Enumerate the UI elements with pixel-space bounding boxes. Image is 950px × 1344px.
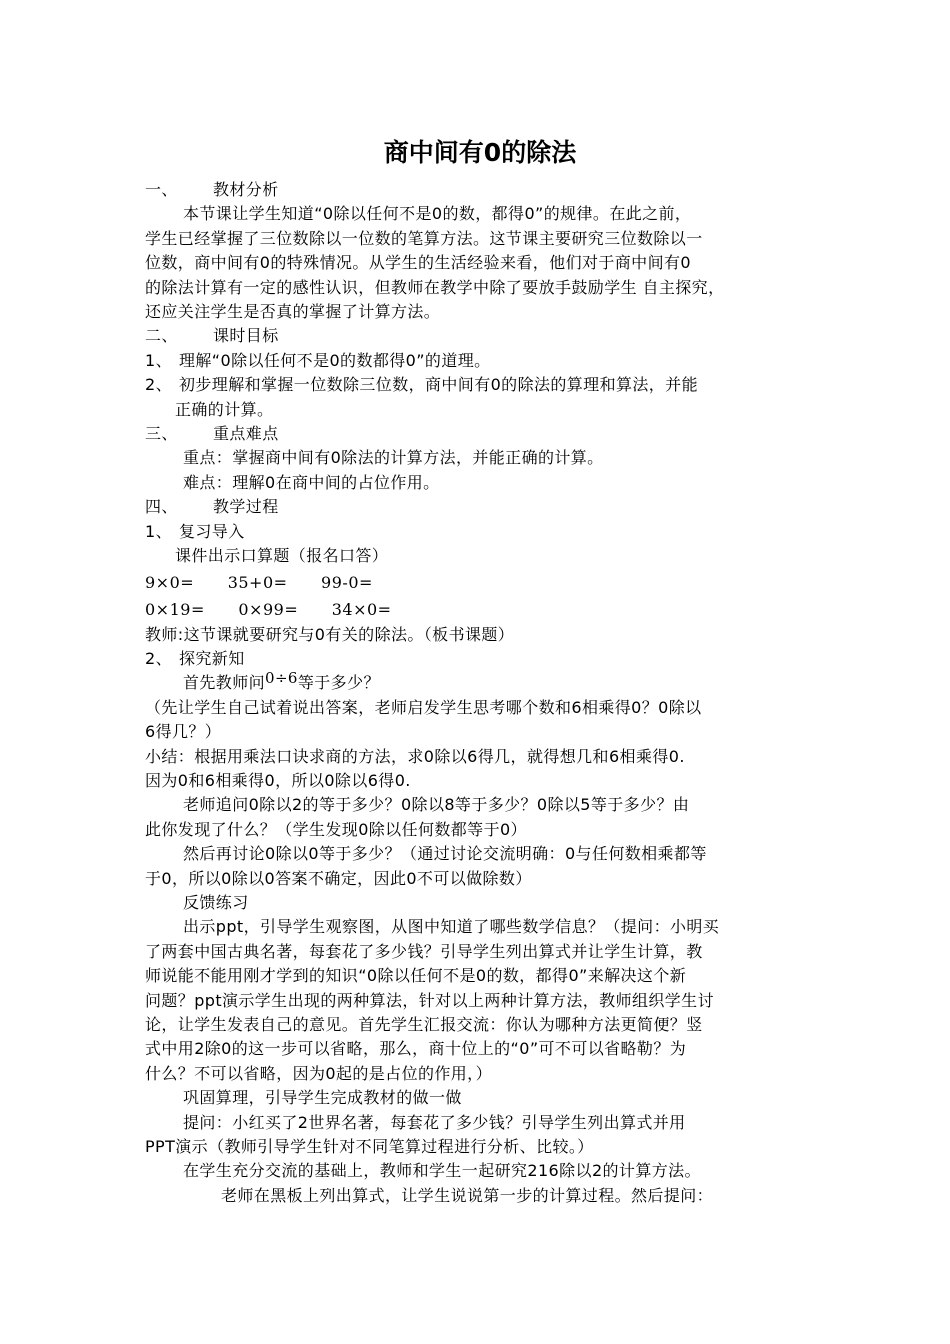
question-prefix: 首先教师问 <box>183 673 266 693</box>
item-number: 1、 <box>145 350 172 370</box>
paragraph-line: 在学生充分交流的基础上，教师和学生一起研究216除以2的计算方法。 <box>183 1161 701 1181</box>
paragraph-line: 什么？不可以省略，因为0起的是占位的作用，） <box>145 1063 492 1083</box>
section-number: 二、 <box>145 326 178 346</box>
paragraph-line: 老师追问0除以2的等于多少？0除以8等于多少？0除以5等于多少？由 <box>183 795 690 815</box>
key-point: 重点：掌握商中间有0除法的计算方法，并能正确的计算。 <box>183 448 604 468</box>
section-heading-analysis <box>145 178 815 202</box>
courseware-line: 课件出示口算题（报名口答） <box>175 546 389 566</box>
item-number: 2、 <box>145 648 172 668</box>
math-row: 0×19= 0×99= 34×0= <box>145 599 392 619</box>
paragraph-line: 了两套中国古典名著，每套花了多少钱？引导学生列出算式并让学生计算，教 <box>145 941 703 961</box>
paragraph-line: 学生已经掌握了三位数除以一位数的笔算方法。这节课主要研究三位数除以一 <box>145 228 703 248</box>
paragraph-line: PPT演示（教师引导学生针对不同笔算过程进行分析、比较。） <box>145 1137 594 1157</box>
difficult-point: 难点：理解0在商中间的占位作用。 <box>183 472 440 492</box>
goal-item-continuation: 正确的计算。 <box>175 399 274 419</box>
step-item <box>145 647 815 671</box>
paragraph-line: 于0，所以0除以0答案不确定，因此0不可以做除数） <box>145 868 532 888</box>
step-item <box>145 520 815 544</box>
feedback-heading: 反馈练习 <box>183 892 249 912</box>
paragraph-line: 还应关注学生是否真的掌握了计算方法。 <box>145 302 441 322</box>
paragraph-line: 本节课让学生知道“0除以任何不是0的数，都得0”的规律。在此之前， <box>183 204 692 224</box>
section-title: 教学过程 <box>213 497 279 517</box>
section-heading-process <box>145 495 815 519</box>
item-text: 初步理解和掌握一位数除三位数，商中间有0的除法的算理和算法，并能 <box>179 375 698 395</box>
paragraph-line: 位数，商中间有0的特殊情况。从学生的生活经验来看，他们对于商中间有0 <box>145 253 691 273</box>
item-text: 探究新知 <box>179 648 245 668</box>
paragraph-line: （先让学生自己试着说出答案，老师启发学生思考哪个数和6相乘得0？0除以 <box>145 697 702 717</box>
teacher-line: 教师:这节课就要研究与0有关的除法。（板书课题） <box>145 624 515 644</box>
section-number: 三、 <box>145 424 178 444</box>
section-number: 一、 <box>145 180 178 199</box>
section-number: 四、 <box>145 497 178 517</box>
paragraph-line: 然后再讨论0除以0等于多少？（通过讨论交流明确：0与任何数相乘都等 <box>183 844 707 864</box>
section-title: 重点难点 <box>213 424 279 444</box>
paragraph-line: 问题？ppt演示学生出现的两种算法，针对以上两种计算方法，教师组织学生讨 <box>145 990 714 1010</box>
paragraph-line: 因为0和6相乘得0，所以0除以6得0. <box>145 770 411 790</box>
document-page <box>145 130 815 1208</box>
paragraph-line: 论，让学生发表自己的意见。首先学生汇报交流：你认为哪种方法更简便？竖 <box>145 1015 703 1034</box>
consolidate-heading: 巩固算理，引导学生完成教材的做一做 <box>183 1088 462 1108</box>
goal-item <box>145 373 815 397</box>
math-row: 9×0= 35+0= 99-0= <box>145 572 373 592</box>
section-heading-goals <box>145 324 815 348</box>
paragraph-line: 老师在黑板上列出算式，让学生说说第一步的计算过程。然后提问： <box>221 1185 714 1205</box>
question-suffix: 等于多少？ <box>297 673 380 693</box>
paragraph-line: 师说能不能用刚才学到的知识“0除以任何不是0的数，都得0”来解决这个新 <box>145 966 687 986</box>
item-text: 理解“0除以任何不是0的数都得0”的道理。 <box>179 350 491 370</box>
paragraph-line: 提问：小红买了2世界名著，每套花了多少钱？引导学生列出算式并用 <box>183 1112 686 1132</box>
section-title: 教材分析 <box>213 180 279 199</box>
item-number: 2、 <box>145 375 172 395</box>
paragraph-line: 式中用2除0的这一步可以省略，那么，商十位上的“0”可不可以省略勒？为 <box>145 1039 687 1059</box>
section-heading-focus <box>145 422 815 446</box>
item-number: 1、 <box>145 521 172 541</box>
paragraph-line: 小结：根据用乘法口诀求商的方法，求0除以6得几，就得想几和6相乘得0. <box>145 746 685 766</box>
document-title: 商中间有0的除法 <box>383 138 577 167</box>
goal-item <box>145 349 815 373</box>
section-title: 课时目标 <box>213 326 279 346</box>
paragraph-line: 出示ppt，引导学生观察图，从图中知道了哪些数学信息？（提问：小明买 <box>183 917 720 937</box>
paragraph-line: 6得几？） <box>145 722 222 742</box>
question-line <box>145 671 815 695</box>
item-text: 复习导入 <box>179 521 245 541</box>
paragraph-line: 此你发现了什么？（学生发现0除以任何数都等于0） <box>145 819 527 839</box>
paragraph-line: 的除法计算有一定的感性认识，但教师在教学中除了要放手鼓励学生 自主探究， <box>145 277 725 297</box>
division-expression: 0÷6 <box>265 669 298 688</box>
